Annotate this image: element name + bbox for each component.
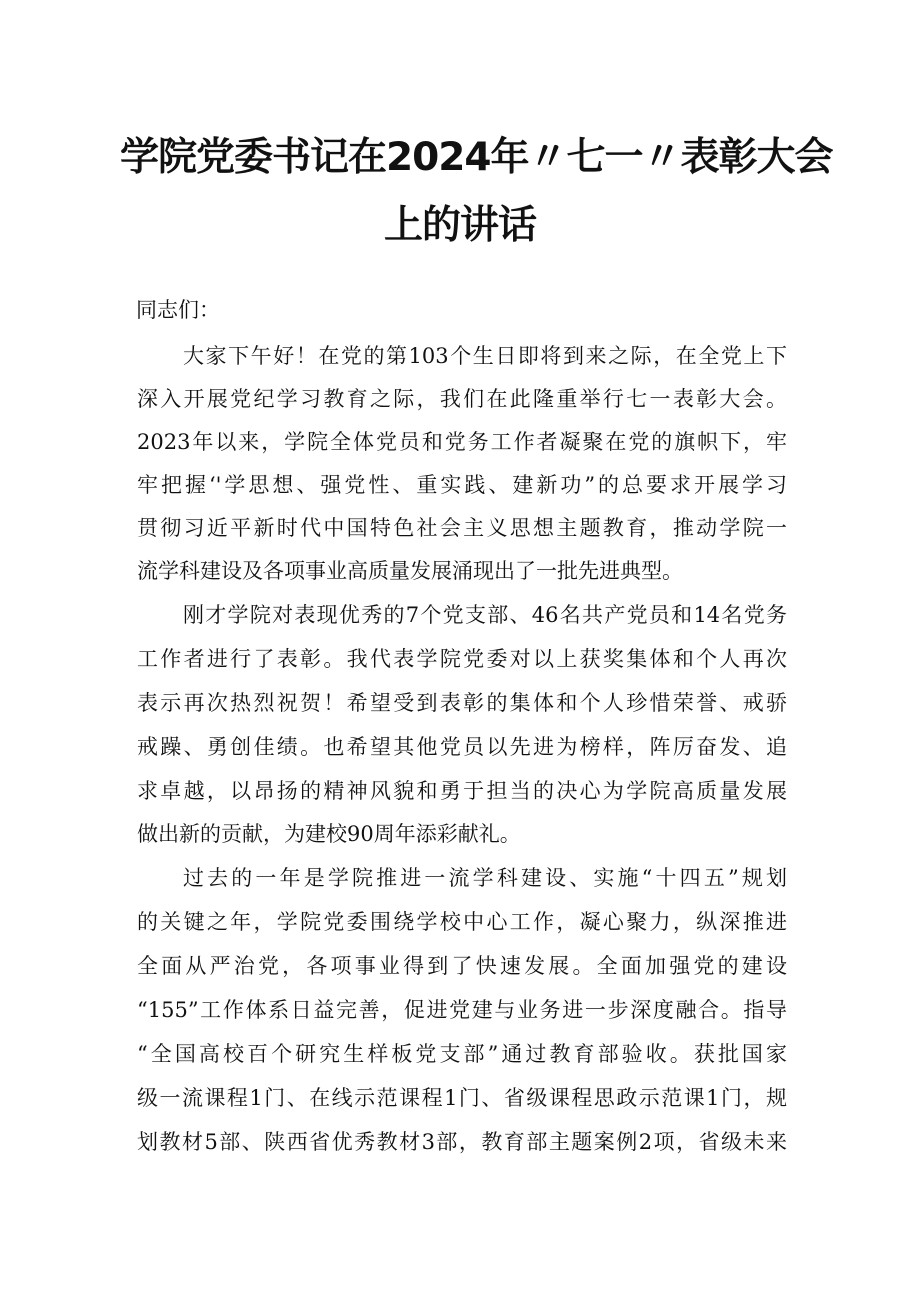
body-line: 全面从严治党，各项事业得到了快速发展。全面加强党的建设 (137, 954, 787, 978)
body-line: 深入开展党纪学习教育之际，我们在此隆重举行七一表彰大会。 (137, 387, 787, 411)
body-line: “全国高校百个研究生样板党支部”通过教育部验收。获批国家 (137, 1042, 787, 1066)
body-line: 流学科建设及各项事业高质量发展涌现出了一批先进典型。 (137, 559, 683, 583)
body-line: 牢把握‘'学思想、强党性、重实践、建新功”的总要求开展学习 (137, 473, 787, 497)
body-line: 戒躁、勇创佳绩。也希望其他党员以先进为榜样，阵厉奋发、追 (137, 735, 787, 759)
body-line: 大家下午好！在党的第103个生日即将到来之际，在全党上下 (183, 344, 787, 368)
document-title-line-1: 学院党委书记在2024年〃七一〃表彰大会 (120, 135, 833, 180)
body-line: 做出新的贡献，为建校90周年添彩献礼。 (137, 822, 521, 846)
salutation: 同志们： (136, 298, 220, 322)
body-line: 工作者进行了表彰。我代表学院党委对以上获奖集体和个人再次 (137, 647, 787, 671)
body-line: 表示再次热烈祝贺！希望受到表彰的集体和个人珍惜荣誉、戒骄 (137, 691, 787, 715)
body-line: 级一流课程1门、在线示范课程1门、省级课程思政示范课1门，规 (137, 1086, 787, 1110)
body-line: “155”工作体系日益完善，促进党建与业务进一步深度融合。指导 (137, 998, 787, 1022)
document-title-line-2: 上的讲话 (383, 203, 536, 248)
body-line: 刚才学院对表现优秀的7个党支部、46名共产党员和14名党务 (183, 603, 787, 627)
body-line: 求卓越，以昂扬的精神风貌和勇于担当的决心为学院高质量发展 (137, 779, 787, 803)
body-line: 的关键之年，学院党委围绕学校中心工作，凝心聚力，纵深推进 (137, 910, 787, 934)
body-line: 2023年以来，学院全体党员和党务工作者凝聚在党的旗帜下，牢 (137, 430, 787, 454)
body-line: 过去的一年是学院推进一流学科建设、实施“十四五”规划 (183, 866, 787, 890)
body-line: 划教材5部、陕西省优秀教材3部，教育部主题案例2项，省级未来 (137, 1130, 787, 1154)
body-line: 贯彻习近平新时代中国特色社会主义思想主题教育，推动学院一 (137, 516, 787, 540)
